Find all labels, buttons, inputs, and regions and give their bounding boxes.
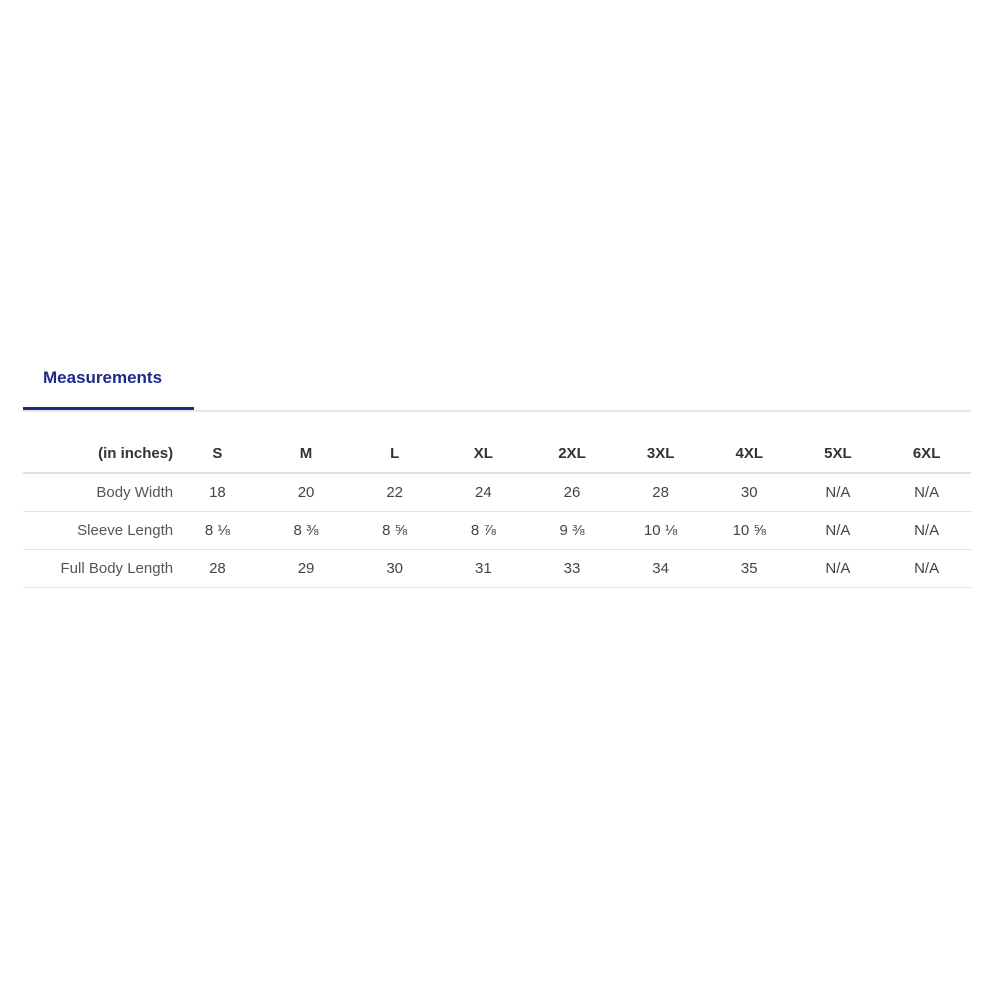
measurements-panel [23, 355, 971, 577]
table-cell: N/A [794, 512, 883, 550]
table-cell: N/A [794, 473, 883, 512]
table-cell: 31 [439, 550, 528, 588]
table-cell: 18 [173, 473, 262, 512]
row-label: Body Width [23, 473, 173, 512]
table-cell: 22 [350, 473, 439, 512]
table-cell: 28 [616, 473, 705, 512]
table-cell: 30 [350, 550, 439, 588]
table-cell: N/A [882, 473, 971, 512]
table-cell: 28 [173, 550, 262, 588]
units-header: (in inches) [23, 435, 173, 473]
table-cell: 35 [705, 550, 794, 588]
table-cell: 26 [528, 473, 617, 512]
row-label: Sleeve Length [23, 512, 173, 550]
table-cell: 33 [528, 550, 617, 588]
tab-measurements[interactable] [23, 355, 194, 410]
size-header-s: S [173, 435, 262, 473]
table-header-row [23, 435, 971, 473]
table-cell: 10 ⅛ [616, 512, 705, 550]
tab-bar [23, 355, 971, 412]
table-row-full-body-length [23, 550, 971, 588]
table-cell: 34 [616, 550, 705, 588]
table-cell: 8 ⅝ [350, 512, 439, 550]
table-cell: 8 ⅜ [262, 512, 351, 550]
table-cell: N/A [794, 550, 883, 588]
table-cell: 29 [262, 550, 351, 588]
size-header-m: M [262, 435, 351, 473]
table-row-sleeve-length [23, 512, 971, 550]
size-header-6xl: 6XL [882, 435, 971, 473]
table-cell: N/A [882, 512, 971, 550]
table-cell: 30 [705, 473, 794, 512]
row-label: Full Body Length [23, 550, 173, 588]
table-row-body-width [23, 473, 971, 512]
size-header-xl: XL [439, 435, 528, 473]
size-header-5xl: 5XL [794, 435, 883, 473]
table-cell: 8 ⅛ [173, 512, 262, 550]
table-cell: 20 [262, 473, 351, 512]
size-header-2xl: 2XL [528, 435, 617, 473]
size-chart-table [23, 435, 971, 588]
size-header-l: L [350, 435, 439, 473]
table-cell: 8 ⅞ [439, 512, 528, 550]
tab-measurements-label: Measurements [43, 368, 163, 387]
table-cell: 24 [439, 473, 528, 512]
table-cell: 10 ⅝ [705, 512, 794, 550]
size-header-4xl: 4XL [705, 435, 794, 473]
size-header-3xl: 3XL [616, 435, 705, 473]
table-cell: N/A [882, 550, 971, 588]
table-cell: 9 ⅜ [528, 512, 617, 550]
